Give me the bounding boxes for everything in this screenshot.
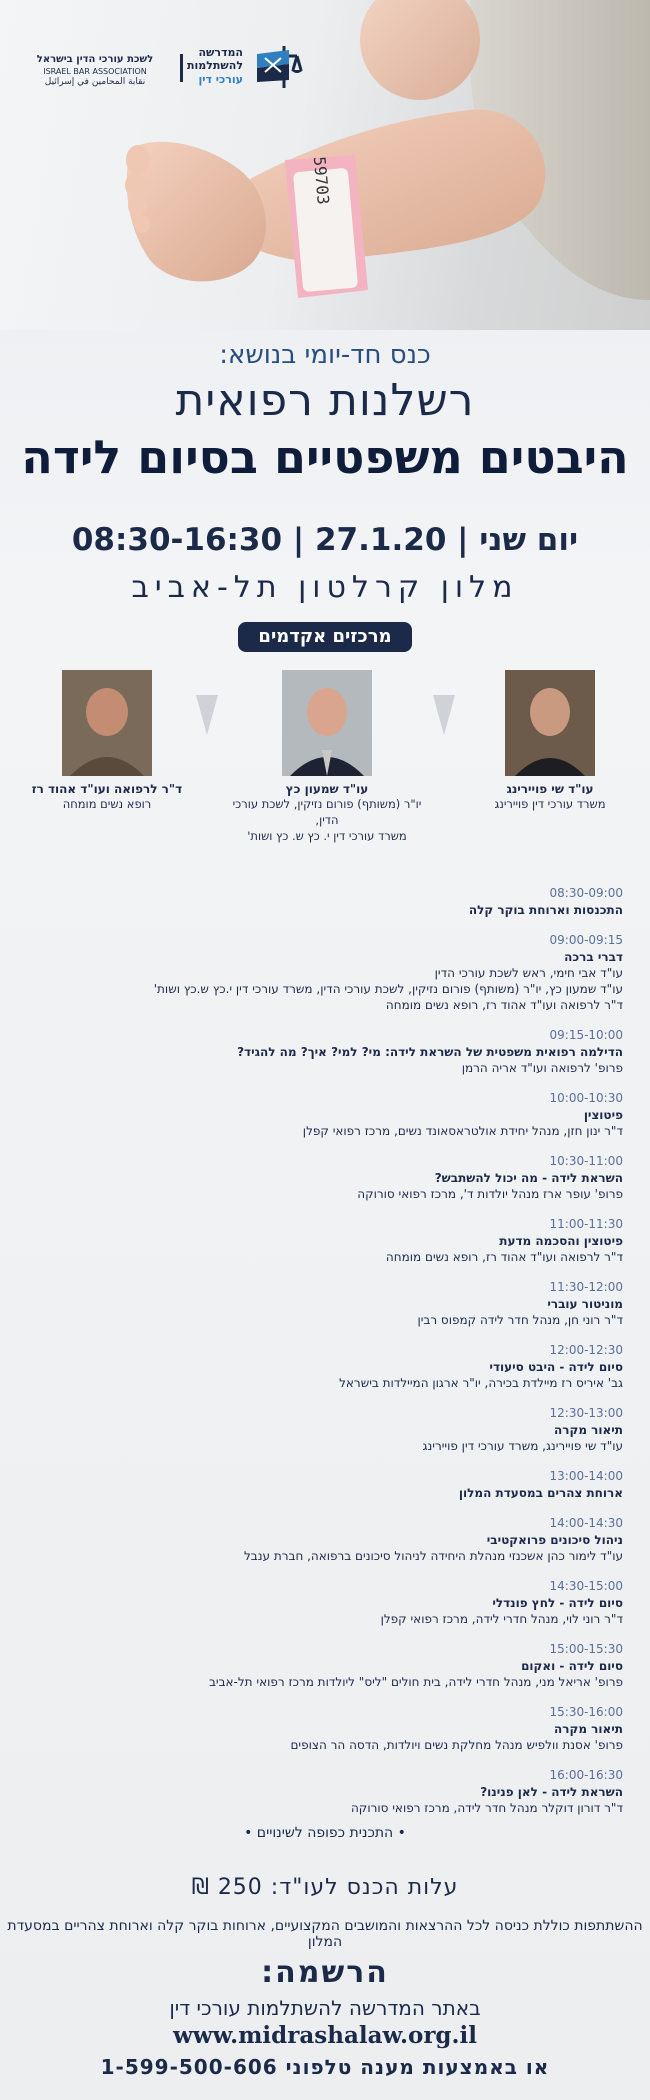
agenda-speaker: ד"ר ינון חזן, מנהל יחידת אולטראסאונד נשים, מרכז רפואי קפלן — [302, 1124, 623, 1138]
registration-url[interactable]: www.midrashalaw.org.il — [173, 2022, 477, 2049]
speaker-photo-placeholder — [282, 670, 372, 776]
agenda-time: 10:30-11:00 — [549, 1154, 623, 1168]
agenda-topic: תיאור מקרה — [554, 1423, 623, 1437]
agenda-topic: פיטוצין והסכמה מדעת — [499, 1234, 623, 1248]
agenda-speaker: ד"ר לרפואה ועו"ד אהוד רז, רופא נשים מומחה — [385, 998, 623, 1012]
agenda-time: 11:00-11:30 — [549, 1217, 623, 1231]
agenda-time: 08:30-09:00 — [549, 886, 623, 900]
agenda-topic: פיטוצין — [583, 1108, 623, 1122]
agenda-topic: ארוחת צהרים במסעדת המלון — [458, 1486, 623, 1500]
agenda-slot — [23, 1342, 623, 1391]
agenda-time: 16:00-16:30 — [549, 1768, 623, 1782]
speaker-name: עו"ד שי פויירינג — [506, 782, 594, 796]
agenda-speaker: פרופ' אריאל מני, מנהל חדרי לידה, בית חולים "ליס" ליולדות מרכז רפואי תל-אביב — [208, 1675, 623, 1689]
changes-note: • התכנית כפופה לשינויים • — [244, 1825, 406, 1841]
speaker-name: עו"ד שמעון כץ — [285, 782, 369, 796]
agenda-topic: מוניטור עוברי — [547, 1297, 623, 1311]
coordinators-label: מרכזים אקדמים — [238, 622, 412, 652]
bar-association-name-ar: نقابة المحامين في إسرائيل — [44, 77, 146, 87]
agenda-topic: הדילמה רפואית משפטית של השראת לידה: מי? למי? איך? מה להגיד? — [237, 1045, 623, 1059]
registration-title: הרשמה: — [261, 1955, 389, 1990]
agenda-topic: סיום לידה - היבט סיעודי — [489, 1360, 623, 1374]
agenda-slot — [23, 1153, 623, 1202]
agenda-topic: סיום לידה - לחץ פונדלי — [492, 1596, 623, 1610]
agenda-time: 14:30-15:00 — [549, 1579, 623, 1593]
agenda-topic: השראת לידה - מה יכול להשתבש? — [434, 1171, 623, 1185]
agenda-topic: סיום לידה - ואקום — [521, 1659, 623, 1673]
agenda-slot — [23, 1515, 623, 1564]
date-line: יום שני | 27.1.20 | 08:30-16:30 — [71, 522, 579, 558]
divider-triangle — [433, 695, 455, 735]
agenda-speaker: ד"ר לרפואה ועו"ד אהוד רז, רופא נשים מומחה — [385, 1250, 623, 1264]
agenda-slot — [23, 1279, 623, 1328]
bar-association-name-he: לשכת עורכי הדין בישראל — [36, 54, 154, 65]
agenda-time: 12:00-12:30 — [549, 1343, 623, 1357]
agenda-slot — [23, 1468, 623, 1501]
agenda-slot — [23, 885, 623, 918]
agenda-slot — [23, 1405, 623, 1454]
school-logo-icon — [253, 46, 293, 86]
agenda-speaker: פרופ' אסנת וולפיש מנהל מחלקת נשים ויולדות, הדסה הר הצופים — [290, 1738, 623, 1752]
speaker-photo-placeholder — [505, 670, 595, 776]
school-name-line2: להשתלמות — [187, 59, 243, 72]
agenda-time: 10:00-10:30 — [549, 1091, 623, 1105]
agenda-topic: תיאור מקרה — [554, 1722, 623, 1736]
speaker-card — [222, 670, 432, 844]
agenda-slot — [23, 932, 623, 1013]
fee: עלות הכנס לעו"ד: 250 ₪ — [191, 1875, 459, 1900]
agenda-speaker: ד"ר רוני חן, מנהל חדר לידה קמפוס רבין — [417, 1313, 623, 1327]
speaker-name: ד"ר לרפואה ועו"ד אהוד רז — [31, 782, 183, 796]
speaker-photo — [62, 670, 152, 776]
bar-association-name-en: ISRAEL BAR ASSOCIATION — [43, 67, 147, 76]
logo-bar — [30, 40, 340, 95]
school-logo — [187, 42, 283, 92]
agenda-time: 09:00-09:15 — [549, 933, 623, 947]
speaker-role: רופא נשים מומחה — [62, 797, 152, 811]
agenda-time: 11:30-12:00 — [549, 1280, 623, 1294]
agenda-slot — [23, 1216, 623, 1265]
agenda-speaker: פרופ' לרפואה ועו"ד אריה הרמן — [461, 1061, 623, 1075]
agenda-topic: דברי ברכה — [564, 950, 623, 964]
agenda-slot — [23, 1767, 623, 1816]
agenda-slot — [23, 1027, 623, 1076]
agenda-topic: ניהול סיכונים פרואקטיבי — [486, 1533, 623, 1547]
agenda-topic: השראת לידה - לאן פנינו? — [480, 1785, 623, 1799]
title-line-2: היבטים משפטיים בסיום לידה — [21, 430, 629, 484]
school-name-line1: המדרשה — [198, 46, 243, 59]
agenda-slot — [23, 1641, 623, 1690]
agenda-time: 15:30-16:00 — [549, 1705, 623, 1719]
speaker-photo-placeholder — [62, 670, 152, 776]
agenda — [23, 885, 623, 1830]
agenda-speaker: עו"ד אבי חימי, ראש לשכת עורכי הדין — [434, 966, 623, 980]
speaker-role: יו"ר (משותף) פורום נזיקין, לשכת עורכי הדין, — [232, 797, 422, 827]
agenda-time: 14:00-14:30 — [549, 1516, 623, 1530]
agenda-time: 09:15-10:00 — [549, 1028, 623, 1042]
speaker-photo — [505, 670, 595, 776]
registration-line: באתר המדרשה להשתלמות עורכי דין — [169, 1996, 481, 2020]
speaker-role: משרד עורכי דין פויירינג — [494, 797, 606, 811]
bracelet-number: 59703 — [309, 155, 333, 206]
speaker-role: משרד עורכי דין י. כץ ש. כץ ושות' — [247, 829, 407, 843]
agenda-topic: התכנסות וארוחת בוקר קלה — [468, 903, 623, 917]
agenda-slot — [23, 1578, 623, 1627]
agenda-speaker: ד"ר דורון דוקלר מנהל חדר לידה, מרכז רפואי סורוקה — [350, 1801, 623, 1815]
venue: מלון קרלטון תל-אביב — [131, 570, 519, 605]
school-name-line3: עורכי דין — [198, 73, 243, 86]
subtitle: כנס חד-יומי בנושא: — [219, 340, 431, 370]
agenda-speaker: גב' איריס רז מיילדת בכירה, יו"ר ארגון המיילדות בישראל — [339, 1376, 623, 1390]
speaker-card — [2, 670, 212, 812]
registration-phone: או באמצעות מענה טלפוני 1-599-500-606 — [100, 2055, 550, 2079]
title-line-1: רשלנות רפואית — [175, 375, 475, 426]
agenda-speaker: עו"ד שמעון כץ, יו"ר (משותף) פורום נזיקין, לשכת עורכי הדין, משרד עורכי דין י.כץ ש.כץ ושות' — [153, 982, 623, 996]
agenda-slot — [23, 1704, 623, 1753]
agenda-speaker: עו"ד לימור כהן אשכנזי מנהלת היחידה לניהול סיכונים ברפואה, חברת ענבל — [243, 1549, 623, 1563]
agenda-speaker: פרופ' עופר ארז מנהל יולדות ד', מרכז רפואי סורוקה — [357, 1187, 623, 1201]
agenda-time: 13:00-14:00 — [549, 1469, 623, 1483]
agenda-slot — [23, 1090, 623, 1139]
agenda-time: 12:30-13:00 — [549, 1406, 623, 1420]
agenda-speaker: עו"ד שי פויירינג, משרד עורכי דין פויירינג — [422, 1439, 623, 1453]
agenda-speaker: ד"ר רוני לוי, מנהל חדרי לידה, מרכז רפואי קפלן — [380, 1612, 623, 1626]
agenda-time: 15:00-15:30 — [549, 1642, 623, 1656]
speaker-card — [445, 670, 650, 812]
speaker-photo — [282, 670, 372, 776]
fee-note: ההשתתפות כוללת כניסה לכל ההרצאות והמושבים המקצועיים, ארוחות בוקר קלה וארוחת צהריים במסעדת המלון — [7, 1918, 643, 1950]
